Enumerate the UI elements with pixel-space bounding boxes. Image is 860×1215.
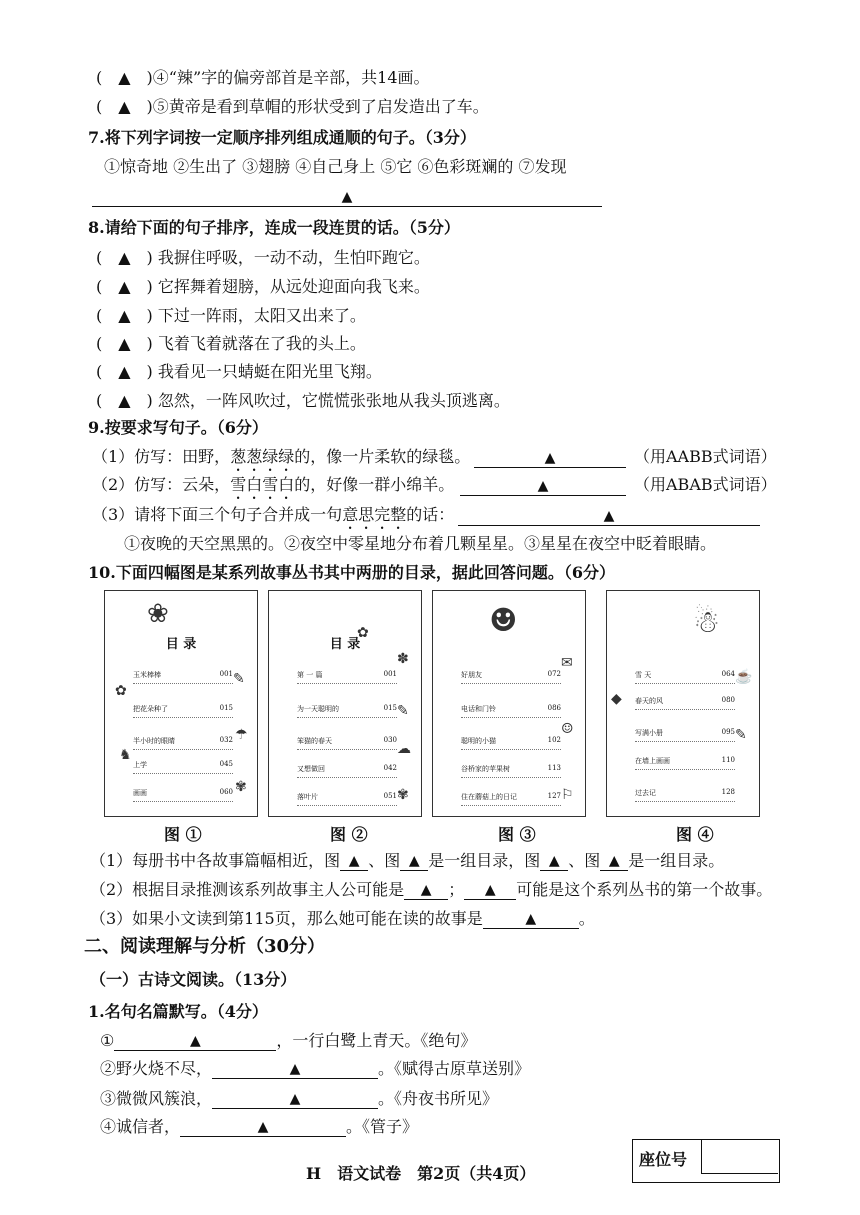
s3-answer-blank[interactable] — [458, 505, 760, 526]
toc-entry: 春天的风 — [635, 697, 663, 705]
toc-page: 030 — [383, 736, 397, 744]
item-text: 它挥舞着翅膀，从远处迎面向我飞来。 — [157, 277, 430, 296]
answer-marker: ▲ — [525, 911, 537, 927]
answer-marker: ▲ — [420, 882, 432, 898]
q9-s2 — [92, 475, 454, 503]
item-text: 飞着飞着就落在了我的头上。 — [157, 334, 366, 353]
toc-row — [461, 763, 561, 778]
answer-marker: ▲ — [341, 189, 353, 205]
toc-row — [461, 791, 561, 806]
toc-figure-3 — [432, 590, 586, 817]
toc-page: 045 — [219, 760, 233, 768]
item-4 — [96, 68, 430, 88]
toc-entry: 聪明的小猫 — [461, 737, 496, 745]
item-text: 我摒住呼吸，一动不动，生怕吓跑它。 — [157, 248, 430, 267]
characters-drawing-icon: ☻ — [489, 601, 518, 639]
answer-paren[interactable]: ( ▲ ) — [96, 391, 153, 410]
q8-item — [96, 277, 430, 297]
toc-figure-1 — [104, 590, 258, 817]
sub3-text: 。 — [578, 909, 595, 928]
toc-row — [297, 703, 397, 718]
toc-title: 目 录 — [329, 637, 361, 652]
answer-blank[interactable] — [464, 879, 516, 900]
answer-paren[interactable]: ( ▲ ) — [96, 334, 153, 353]
doodle-icon: ✎ — [233, 671, 245, 687]
answer-paren: ( ▲ ) — [96, 97, 153, 116]
line-text: ① — [100, 1031, 115, 1050]
toc-row — [297, 735, 397, 750]
toc-entry: 落叶片 — [297, 793, 318, 801]
doodle-icon: ✉ — [561, 655, 573, 671]
toc-row — [133, 735, 233, 750]
answer-paren[interactable]: ( ▲ ) — [96, 362, 153, 381]
toc-entry: 过去记 — [635, 789, 656, 797]
toc-figure-4 — [606, 590, 760, 817]
s2-suffix: 的，好像一群小绵羊。 — [294, 475, 455, 494]
toc-entry: 住在蘑菇上的日记 — [461, 793, 517, 801]
sub1-text: 、图 — [568, 851, 601, 870]
seat-number-field[interactable] — [701, 1139, 778, 1174]
line-text: ②野火烧不尽， — [100, 1059, 213, 1078]
toc-row — [635, 669, 735, 684]
toc-page: 072 — [547, 670, 561, 678]
answer-paren[interactable]: ( ▲ ) — [96, 277, 153, 296]
answer-paren[interactable]: ( ▲ ) — [96, 248, 153, 267]
toc-page: 113 — [547, 764, 561, 772]
answer-blank[interactable] — [114, 1030, 276, 1051]
answer-marker: ▲ — [608, 853, 620, 869]
q10-sub1 — [90, 850, 724, 871]
section-2-title: 二、阅读理解与分析（30分） — [84, 936, 326, 957]
flower-drawing-icon: ✽ — [397, 651, 409, 667]
answer-marker: ▲ — [484, 882, 496, 898]
toc-row — [297, 791, 397, 806]
sub1-text: （1）每册书中各故事篇幅相近，图 — [90, 851, 341, 870]
q7-answer-line[interactable] — [92, 186, 602, 207]
item-text: ⑤黄帝是看到草帽的形状受到了启发造出了车。 — [152, 97, 489, 116]
toc-entry: 好朋友 — [461, 671, 482, 679]
recite-line-4 — [100, 1116, 418, 1137]
item-text: 我看见一只蜻蜓在阳光里飞翔。 — [157, 362, 382, 381]
s1-suffix: 的，像一片柔软的绿毯。 — [294, 447, 471, 466]
toc-entry: 写满小册 — [635, 729, 663, 737]
toc-row — [133, 759, 233, 774]
figure-caption-3: 图 ③ — [498, 825, 536, 844]
s2-q1-title: 1.名句名篇默写。（4分） — [88, 1002, 268, 1021]
recite-line-3 — [100, 1088, 498, 1109]
answer-paren: ( ▲ ) — [96, 68, 153, 87]
toc-entry: 谷桥家的苹果树 — [461, 765, 510, 773]
answer-blank[interactable] — [540, 850, 568, 871]
answer-blank[interactable] — [212, 1058, 378, 1079]
answer-blank[interactable] — [400, 850, 428, 871]
line-text: 。《舟夜书所见》 — [378, 1089, 499, 1108]
item-text: 忽然，一阵风吹过，它慌慌张张地从我头顶逃离。 — [157, 391, 510, 410]
toc-page: 015 — [383, 704, 397, 712]
character-drawing-icon: ☃ — [693, 605, 720, 640]
toc-entry: 第 一 篇 — [297, 671, 323, 679]
toc-entry: 笨猫的春天 — [297, 737, 332, 745]
toc-row — [635, 787, 735, 802]
q10-sub3 — [90, 908, 595, 929]
toc-page: 110 — [721, 756, 735, 764]
doodle-icon: ☁ — [397, 741, 411, 757]
s2-hint: （用ABAB式词语） — [634, 475, 777, 494]
toc-row — [635, 755, 735, 770]
plant-drawing-icon: ✿ — [357, 625, 369, 641]
doodle-icon: ✾ — [397, 787, 409, 803]
line-text: ，一行白鹭上青天。《绝句》 — [276, 1031, 477, 1050]
toc-row — [133, 787, 233, 802]
s3-dotted: 意思完整 — [342, 505, 407, 524]
toc-entry: 画画 — [133, 789, 147, 797]
sub3-text: （3）如果小文读到第115页，那么她可能在读的故事是 — [90, 909, 483, 928]
toc-page: 032 — [219, 736, 233, 744]
chair-drawing-icon: ♞ — [119, 747, 132, 763]
item-text: 下过一阵雨，太阳又出来了。 — [157, 306, 366, 325]
answer-blank[interactable] — [483, 908, 579, 929]
line-text: 。《管子》 — [346, 1117, 419, 1136]
figure-caption-4: 图 ④ — [676, 825, 714, 844]
answer-marker: ▲ — [548, 853, 560, 869]
s2-prefix: （2）仿写：云朵， — [92, 475, 231, 494]
toc-page: 001 — [219, 670, 233, 678]
toc-page: 042 — [383, 764, 397, 772]
answer-marker: ▲ — [544, 450, 556, 466]
doodle-icon: ☕ — [735, 669, 753, 685]
doodle-icon: ☺ — [561, 721, 574, 737]
answer-marker: ▲ — [189, 1033, 201, 1049]
toc-page: 102 — [547, 736, 561, 744]
answer-marker: ▲ — [289, 1061, 301, 1077]
toc-page: 086 — [547, 704, 561, 712]
answer-blank[interactable] — [212, 1088, 378, 1109]
toc-row — [635, 727, 735, 742]
flower-drawing-icon: ❀ — [147, 599, 169, 629]
doodle-icon: ⚐ — [561, 787, 574, 803]
toc-entry: 为一天聪明的 — [297, 705, 339, 713]
s2-answer-blank[interactable] — [460, 475, 626, 496]
q8-title: 8.请给下面的句子排序，连成一段连贯的话。（5分） — [88, 218, 460, 237]
rabbit-drawing-icon: ✿ — [115, 683, 127, 699]
answer-marker: ▲ — [408, 853, 420, 869]
q9-s3 — [92, 505, 454, 533]
toc-row — [297, 763, 397, 778]
sub2-text: 可能是这个系列丛书的第一个故事。 — [516, 880, 773, 899]
q8-item — [96, 362, 382, 382]
s1-prefix: （1）仿写：田野， — [92, 447, 231, 466]
toc-row — [461, 669, 561, 684]
toc-page: 095 — [721, 728, 735, 736]
s3-sentences: ①夜晚的天空黑黑的。②夜空中零星地分布着几颗星星。③星星在夜空中眨着眼睛。 — [124, 534, 717, 553]
toc-row — [461, 703, 561, 718]
answer-blank[interactable] — [180, 1116, 346, 1137]
q10-title: 10.下面四幅图是某系列故事丛书其中两册的目录，据此回答问题。（6分） — [88, 563, 615, 582]
answer-marker: ▲ — [348, 853, 360, 869]
answer-blank[interactable] — [340, 850, 368, 871]
answer-marker: ▲ — [289, 1091, 301, 1107]
answer-marker: ▲ — [257, 1119, 269, 1135]
toc-page: 051 — [383, 792, 397, 800]
s2-dotted: 雪白雪白 — [230, 475, 295, 494]
q10-sub2 — [90, 879, 772, 900]
line-text: 。《赋得古原草送别》 — [378, 1059, 531, 1078]
seat-label: 座位号 — [639, 1150, 688, 1169]
q7-title: 7.将下列字词按一定顺序排列组成通顺的句子。（3分） — [88, 128, 476, 147]
page-footer: H 语文试卷 第2页（共4页） — [306, 1164, 536, 1183]
line-text: ④诚信者， — [100, 1117, 181, 1136]
toc-page: 127 — [547, 792, 561, 800]
toc-entry: 半小时的眼睛 — [133, 737, 175, 745]
toc-page: 015 — [219, 704, 233, 712]
doodle-icon: ✎ — [397, 703, 409, 719]
doodle-icon: ✎ — [735, 727, 747, 743]
answer-marker: ▲ — [603, 508, 615, 524]
toc-page: 001 — [383, 670, 397, 678]
doodle-icon: ☂ — [235, 727, 248, 743]
item-5 — [96, 97, 489, 117]
q8-item — [96, 306, 366, 326]
sub1-text: 是一组目录。 — [628, 851, 725, 870]
toc-title: 目 录 — [165, 637, 197, 652]
answer-paren[interactable]: ( ▲ ) — [96, 306, 153, 325]
toc-entry: 玉米棒棒 — [133, 671, 161, 679]
s3-suffix: 的话： — [406, 505, 455, 524]
answer-blank[interactable] — [600, 850, 628, 871]
s3-prefix: （3）请将下面三个句子合并成一句 — [92, 505, 343, 524]
s1-dotted: 葱葱绿绿 — [230, 447, 295, 466]
toc-page: 128 — [721, 788, 735, 796]
doodle-icon: ✾ — [235, 779, 247, 795]
answer-blank[interactable] — [404, 879, 448, 900]
toc-entry: 把花朵种了 — [133, 705, 168, 713]
toc-page: 064 — [721, 670, 735, 678]
s1-hint: （用AABB式词语） — [634, 447, 777, 466]
toc-row — [133, 703, 233, 718]
q9-s1 — [92, 447, 470, 475]
toc-page: 060 — [219, 788, 233, 796]
q8-item — [96, 248, 430, 268]
recite-line-1 — [100, 1030, 476, 1051]
q9-title: 9.按要求写句子。（6分） — [88, 418, 268, 437]
toc-entry: 又想做回 — [297, 765, 325, 773]
q8-item — [96, 334, 366, 354]
toc-entry: 上学 — [133, 761, 147, 769]
sub1-text: 、图 — [368, 851, 401, 870]
q7-words: ①惊奇地 ②生出了 ③翅膀 ④自己身上 ⑤它 ⑥色彩斑斓的 ⑦发现 — [104, 157, 567, 176]
sub1-text: 是一组目录，图 — [428, 851, 541, 870]
toc-entry: 雪 天 — [635, 671, 652, 679]
sub2-text: （2）根据目录推测该系列故事主人公可能是 — [90, 880, 405, 899]
figure-caption-2: 图 ② — [330, 825, 368, 844]
toc-figure-2 — [268, 590, 422, 817]
toc-row — [461, 735, 561, 750]
recite-line-2 — [100, 1058, 530, 1079]
toc-row — [635, 695, 735, 710]
answer-marker: ▲ — [537, 478, 549, 494]
doodle-icon: ◆ — [611, 691, 622, 707]
seat-number-box — [632, 1139, 780, 1183]
section-2-sub: （一）古诗文阅读。（13分） — [90, 970, 297, 989]
q8-item — [96, 391, 510, 411]
toc-entry: 电话和门铃 — [461, 705, 496, 713]
sub2-text: ； — [448, 880, 465, 899]
figure-caption-1: 图 ① — [164, 825, 202, 844]
toc-entry: 在墙上画画 — [635, 757, 670, 765]
toc-page: 080 — [721, 696, 735, 704]
s1-answer-blank[interactable] — [474, 447, 626, 468]
line-text: ③微微风簇浪， — [100, 1089, 213, 1108]
toc-row — [297, 669, 397, 684]
item-text: ④“辣”字的偏旁部首是辛部，共14画。 — [152, 68, 430, 87]
toc-row — [133, 669, 233, 684]
